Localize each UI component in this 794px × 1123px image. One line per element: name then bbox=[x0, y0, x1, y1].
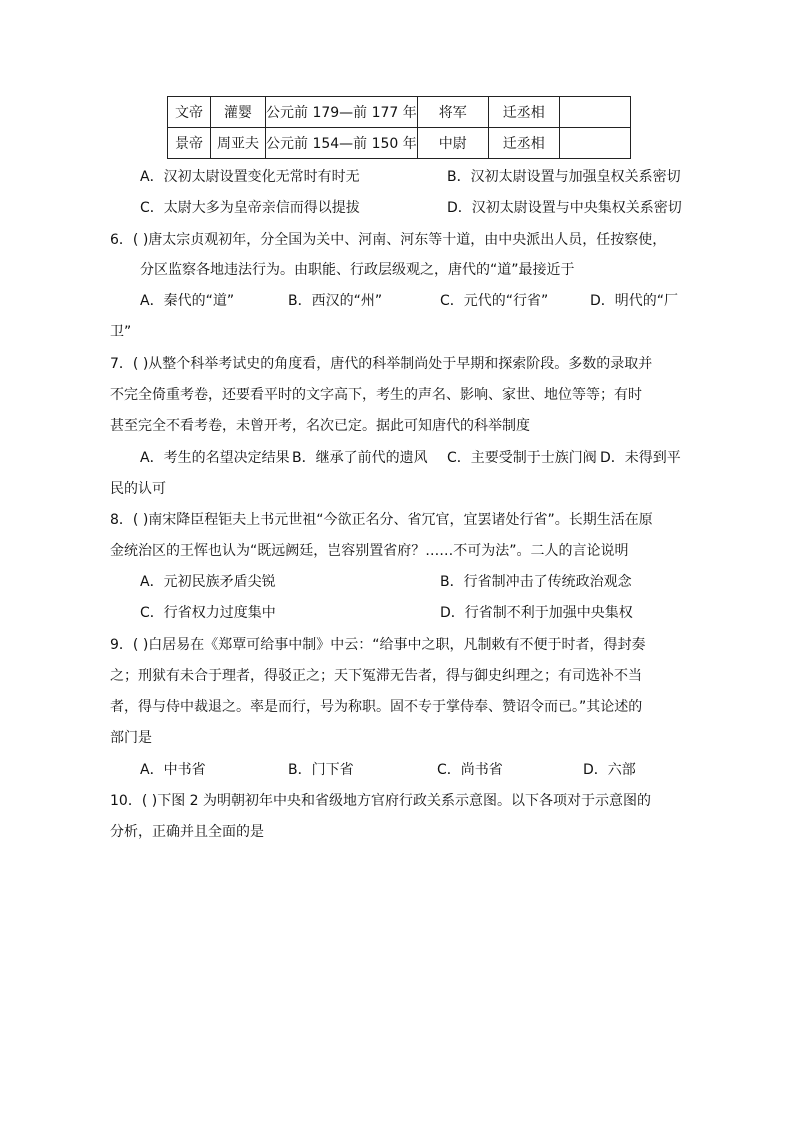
table-cell: 将军 bbox=[417, 97, 488, 128]
q9-stem-line-3: 者，得与侍中裁退之。率是而行，号为称职。固不专于掌侍奉、赞诏令而已。”其论述的 bbox=[110, 699, 643, 715]
q6-option-b: B．西汉的“州” bbox=[288, 293, 383, 309]
table-cell: 公元前 179—前 177 年 bbox=[266, 97, 418, 128]
q5-option-a: A．汉初太尉设置变化无常时有时无 bbox=[140, 169, 360, 185]
q6-option-d-continued: 卫” bbox=[110, 324, 132, 340]
q7-option-d-continued: 民的认可 bbox=[110, 481, 166, 497]
q5-option-b: B．汉初太尉设置与加强皇权关系密切 bbox=[447, 169, 681, 185]
q9-option-d: D．六部 bbox=[583, 762, 636, 778]
q6-stem-line-1: 6．( )唐太宗贞观初年，分全国为关中、河南、河东等十道，由中央派出人员，任按察使， bbox=[110, 232, 667, 248]
q8-option-c: C．行省权力过度集中 bbox=[140, 605, 276, 621]
q9-option-a: A．中书省 bbox=[140, 762, 206, 778]
official-table bbox=[167, 96, 631, 159]
q10-stem-line-2: 分析，正确并且全面的是 bbox=[110, 824, 264, 840]
q8-option-a: A．元初民族矛盾尖锐 bbox=[140, 574, 276, 590]
q6-option-c: C．元代的“行省” bbox=[440, 293, 549, 309]
q7-option-b: B．继承了前代的遗风 bbox=[292, 450, 428, 466]
q9-stem-line-2: 之；刑狱有未合于理者，得驳正之；天下冤滞无告者，得与御史纠理之；有司选补不当 bbox=[110, 668, 642, 684]
table-cell: 灌婴 bbox=[211, 97, 266, 128]
q7-stem-line-3: 甚至完全不看考卷，未曾开考，名次已定。据此可知唐代的科举制度 bbox=[110, 418, 530, 434]
table-cell: 景帝 bbox=[168, 128, 211, 159]
q6-option-a: A．秦代的“道” bbox=[140, 293, 235, 309]
table-cell: 文帝 bbox=[168, 97, 211, 128]
q10-stem-line-1: 10．( )下图 2 为明朝初年中央和省级地方官府行政关系示意图。以下各项对于示意图的 bbox=[110, 793, 651, 809]
q7-option-c: C．主要受制于士族门阀 bbox=[447, 450, 597, 466]
q7-stem-line-1: 7．( )从整个科举考试史的角度看，唐代的科举制尚处于早期和探索阶段。多数的录取并 bbox=[110, 356, 653, 372]
q9-option-c: C．尚书省 bbox=[437, 762, 503, 778]
q9-stem-line-1: 9．( )白居易在《郑覃可给事中制》中云：“给事中之职，凡制敕有不便于时者，得封奏 bbox=[110, 637, 646, 653]
table-row bbox=[168, 97, 631, 128]
table-cell bbox=[559, 128, 630, 159]
q8-option-d: D．行省制不利于加强中央集权 bbox=[440, 605, 633, 621]
table-cell: 周亚夫 bbox=[211, 128, 266, 159]
table-cell: 中尉 bbox=[417, 128, 488, 159]
q8-option-b: B．行省制冲击了传统政治观念 bbox=[440, 574, 632, 590]
q8-stem-line-2: 金统治区的王恽也认为“既远阙廷，岂容别置省府？……不可为法”。二人的言论说明 bbox=[110, 543, 629, 559]
q6-option-d: D．明代的“厂 bbox=[590, 293, 679, 309]
table-cell: 迁丞相 bbox=[488, 97, 559, 128]
q8-stem-line-1: 8．( )南宋降臣程钜夫上书元世祖“今欲正名分、省冗官，宜罢诸处行省”。长期生活在原 bbox=[110, 512, 653, 528]
q7-option-a: A．考生的名望决定结果 bbox=[140, 450, 290, 466]
table-cell: 公元前 154—前 150 年 bbox=[266, 128, 418, 159]
q5-option-c: C．太尉大多为皇帝亲信而得以提拔 bbox=[140, 200, 360, 216]
q7-stem-line-2: 不完全倚重考卷，还要看平时的文字高下，考生的声名、影响、家世、地位等等；有时 bbox=[110, 387, 642, 403]
q9-option-b: B．门下省 bbox=[288, 762, 354, 778]
table-row bbox=[168, 128, 631, 159]
q5-option-d: D．汉初太尉设置与中央集权关系密切 bbox=[447, 200, 682, 216]
q7-option-d: D．未得到平 bbox=[600, 450, 681, 466]
q9-stem-line-4: 部门是 bbox=[110, 730, 152, 746]
q6-stem-line-2: 分区监察各地违法行为。由职能、行政层级观之，唐代的“道”最接近于 bbox=[140, 262, 575, 278]
table-cell bbox=[559, 97, 630, 128]
table-cell: 迁丞相 bbox=[488, 128, 559, 159]
